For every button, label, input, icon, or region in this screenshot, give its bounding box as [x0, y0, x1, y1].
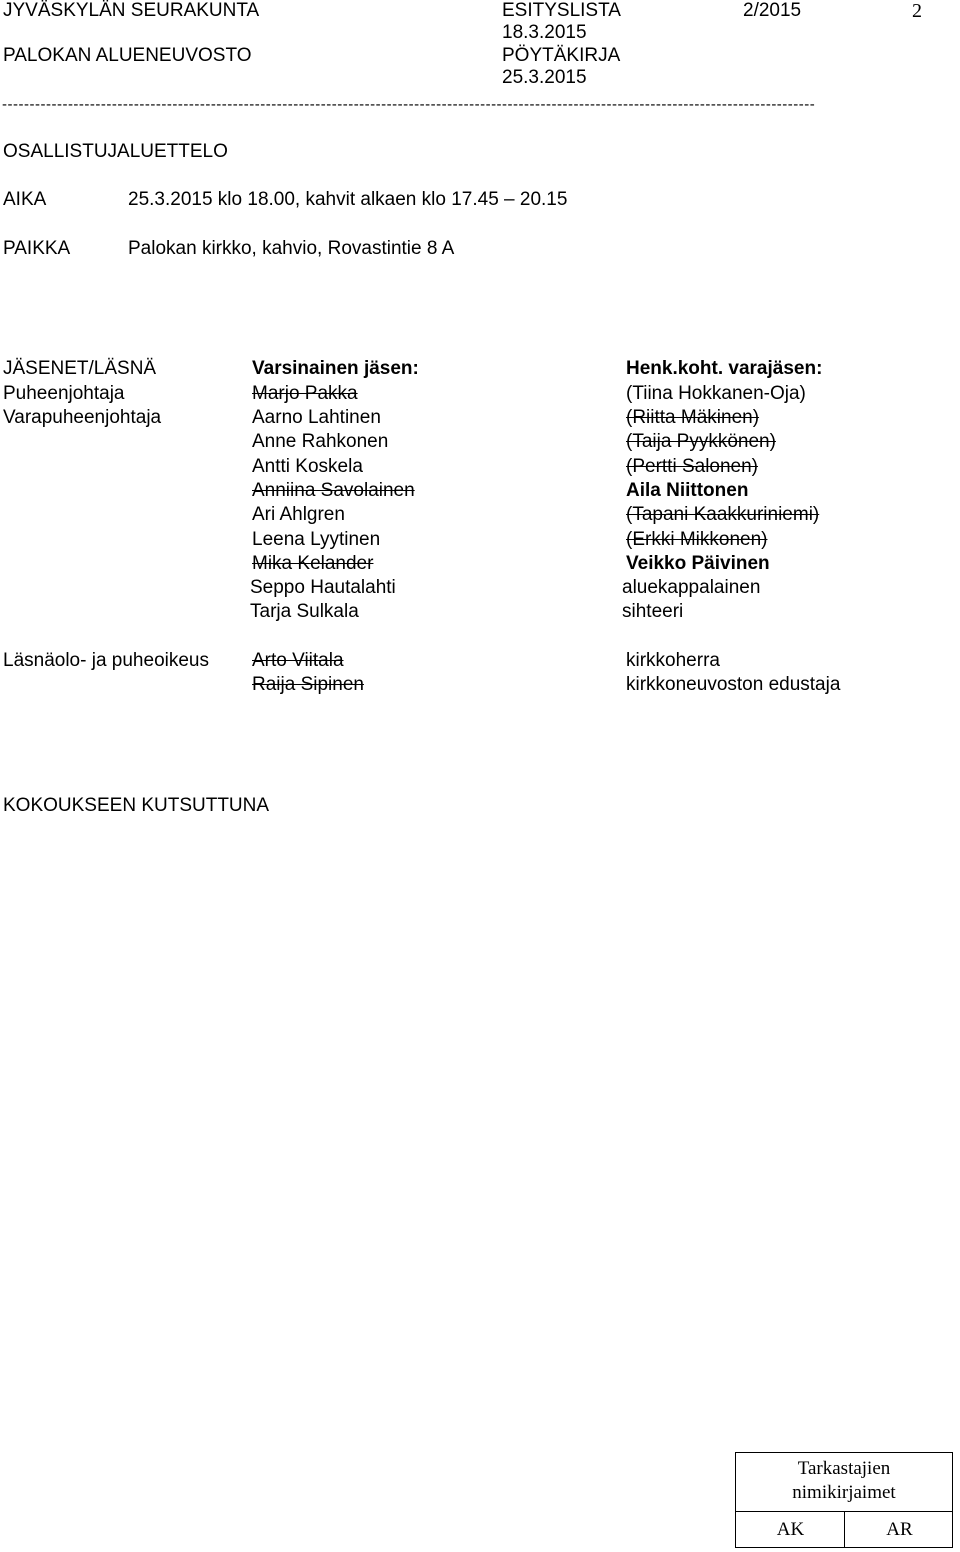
doc-date-agenda: 18.3.2015	[502, 22, 587, 43]
deputy-name: Aila Niittonen	[626, 480, 749, 501]
page-number: 2	[912, 0, 922, 22]
initials-left: AK	[776, 1519, 805, 1540]
signature-title-line2: nimikirjaimet	[792, 1482, 896, 1503]
member-name: Aarno Lahtinen	[252, 407, 381, 428]
doc-type-minutes: PÖYTÄKIRJA	[502, 45, 621, 66]
aika-value: 25.3.2015 klo 18.00, kahvit alkaen klo 17.45 – 20.15	[128, 189, 568, 210]
signature-box	[735, 1452, 953, 1548]
member-name: Tarja Sulkala	[250, 601, 359, 622]
member-name: Leena Lyytinen	[252, 529, 381, 550]
meeting-number: 2/2015	[743, 0, 802, 21]
doc-date-minutes: 25.3.2015	[502, 67, 587, 88]
member-name: Antti Koskela	[252, 456, 363, 477]
attendee-title: kirkkoneuvoston edustaja	[626, 674, 841, 695]
member-name: Ari Ahlgren	[252, 504, 345, 525]
deputy-name: (Erkki Mikkonen)	[626, 529, 768, 550]
signature-title-line1: Tarkastajien	[797, 1458, 891, 1479]
deputy-name: Veikko Päivinen	[626, 553, 770, 574]
attendee-name: Arto Viitala	[252, 650, 344, 671]
page-title: OSALLISTUJALUETTELO	[3, 141, 228, 162]
deputy-name: (Riitta Mäkinen)	[626, 407, 760, 428]
aika-label: AIKA	[3, 189, 47, 210]
member-title: sihteeri	[622, 601, 684, 622]
deputy-name: (Tiina Hokkanen-Oja)	[626, 383, 806, 404]
deputy-name: (Taija Pyykkönen)	[626, 431, 776, 452]
doc-type-agenda: ESITYSLISTA	[502, 0, 621, 21]
attendance-label: Läsnäolo- ja puheoikeus	[3, 650, 209, 671]
paikka-value: Palokan kirkko, kahvio, Rovastintie 8 A	[128, 238, 455, 259]
attendee-name: Raija Sipinen	[252, 674, 364, 695]
member-name: Anne Rahkonen	[252, 431, 389, 452]
role-chair: Puheenjohtaja	[3, 383, 125, 404]
role-vice-chair: Varapuheenjohtaja	[3, 407, 162, 428]
paikka-label: PAIKKA	[3, 238, 71, 259]
invited-label: KOKOUKSEEN KUTSUTTUNA	[3, 795, 270, 816]
member-name: Marjo Pakka	[252, 383, 358, 404]
member-name: Anniina Savolainen	[252, 480, 415, 501]
signature-title	[736, 1454, 952, 1512]
initials-right: AR	[886, 1519, 913, 1540]
attendee-title: kirkkoherra	[626, 650, 720, 671]
col-member-header: Varsinainen jäsen:	[252, 358, 419, 379]
member-title: aluekappalainen	[622, 577, 761, 598]
deputy-name: (Pertti Salonen)	[626, 456, 759, 477]
col-deputy-header: Henk.koht. varajäsen:	[626, 358, 823, 379]
org-name: JYVÄSKYLÄN SEURAKUNTA	[3, 0, 260, 21]
deputy-name: (Tapani Kaakkuriniemi)	[626, 504, 820, 525]
members-section-label: JÄSENET/LÄSNÄ	[3, 358, 157, 379]
member-name: Seppo Hautalahti	[250, 577, 396, 598]
member-name: Mika Kelander	[252, 553, 374, 574]
sub-org-name: PALOKAN ALUENEUVOSTO	[3, 45, 252, 66]
header-separator: ----------------------------------------------------------------------------------------------------------------------------------------------------	[2, 96, 816, 110]
